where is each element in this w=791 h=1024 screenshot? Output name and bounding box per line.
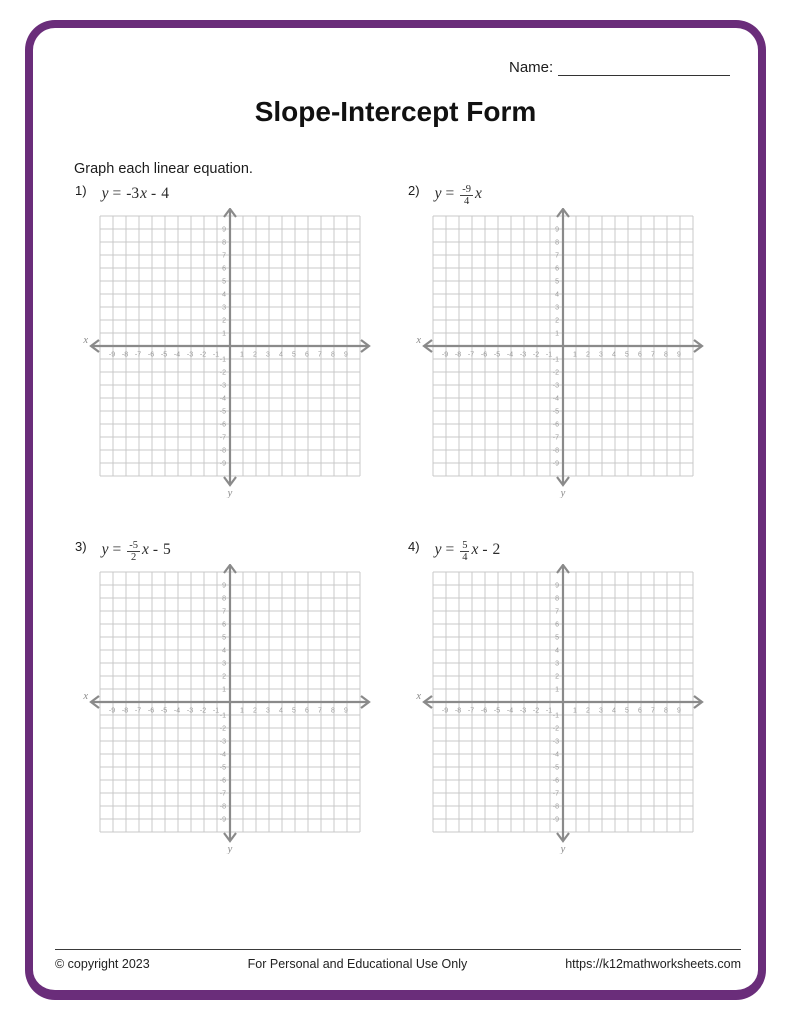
svg-text:9: 9	[222, 226, 226, 234]
svg-text:-4: -4	[219, 395, 226, 403]
svg-text:-4: -4	[506, 351, 514, 359]
svg-text:5: 5	[292, 707, 296, 715]
svg-text:-1: -1	[545, 351, 553, 359]
svg-text:4: 4	[612, 707, 616, 715]
svg-text:3: 3	[266, 707, 270, 715]
svg-text:1: 1	[222, 686, 226, 694]
svg-text:7: 7	[222, 252, 226, 260]
svg-text:6: 6	[638, 707, 642, 715]
svg-text:-5: -5	[493, 351, 501, 359]
svg-text:6: 6	[222, 265, 226, 273]
svg-text:-5: -5	[552, 764, 559, 772]
svg-text:y: y	[560, 488, 566, 498]
svg-text:5: 5	[625, 707, 629, 715]
svg-text:4: 4	[222, 647, 226, 655]
svg-text:-8: -8	[552, 803, 559, 811]
svg-text:5: 5	[292, 351, 296, 359]
instructions: Graph each linear equation.	[74, 161, 253, 177]
svg-text:2: 2	[222, 673, 226, 681]
svg-text:-4: -4	[173, 707, 181, 715]
svg-text:7: 7	[318, 351, 322, 359]
svg-text:-4: -4	[219, 751, 226, 759]
footer-copyright: © copyright 2023	[55, 957, 150, 971]
svg-text:-3: -3	[186, 707, 194, 715]
svg-text:3: 3	[555, 304, 559, 312]
svg-text:3: 3	[266, 351, 270, 359]
coordinate-grid	[80, 564, 372, 854]
coordinate-grid	[80, 208, 372, 498]
svg-text:6: 6	[555, 621, 559, 629]
svg-text:-7: -7	[219, 434, 226, 442]
svg-text:-5: -5	[552, 408, 559, 416]
svg-text:2: 2	[586, 351, 590, 359]
svg-text:-1: -1	[552, 356, 559, 364]
svg-text:2: 2	[586, 707, 590, 715]
svg-text:-8: -8	[454, 707, 462, 715]
svg-text:3: 3	[555, 660, 559, 668]
svg-text:7: 7	[555, 608, 559, 616]
svg-text:-8: -8	[552, 447, 559, 455]
svg-text:8: 8	[222, 595, 226, 603]
equation: y = -3x - 4	[101, 185, 169, 202]
svg-text:9: 9	[555, 582, 559, 590]
svg-text:-1: -1	[212, 351, 220, 359]
footer-divider	[55, 949, 741, 950]
svg-text:3: 3	[222, 660, 226, 668]
svg-text:5: 5	[555, 278, 559, 286]
svg-text:-3: -3	[219, 382, 226, 390]
svg-text:4: 4	[279, 707, 283, 715]
svg-text:4: 4	[222, 291, 226, 299]
svg-text:-8: -8	[219, 447, 226, 455]
svg-text:x: x	[83, 691, 88, 702]
svg-text:-1: -1	[552, 712, 559, 720]
svg-text:x: x	[416, 335, 421, 346]
footer-url: https://k12mathworksheets.com	[565, 957, 741, 971]
svg-text:9: 9	[555, 226, 559, 234]
problem-number: 4)	[408, 539, 420, 554]
svg-text:-9: -9	[441, 351, 449, 359]
problem-header	[70, 540, 400, 564]
svg-text:6: 6	[305, 707, 309, 715]
svg-text:-3: -3	[219, 738, 226, 746]
svg-text:x: x	[83, 335, 88, 346]
svg-text:-6: -6	[552, 421, 559, 429]
svg-text:-4: -4	[173, 351, 181, 359]
svg-text:-7: -7	[134, 707, 142, 715]
svg-text:1: 1	[240, 351, 244, 359]
svg-text:-8: -8	[454, 351, 462, 359]
svg-text:-7: -7	[219, 790, 226, 798]
svg-text:2: 2	[253, 707, 257, 715]
svg-text:-1: -1	[545, 707, 553, 715]
svg-text:4: 4	[555, 291, 559, 299]
svg-text:-6: -6	[552, 777, 559, 785]
svg-text:y: y	[560, 844, 566, 854]
svg-text:-2: -2	[552, 369, 559, 377]
name-row	[509, 57, 730, 76]
svg-text:7: 7	[318, 707, 322, 715]
problem-header	[403, 184, 733, 208]
svg-text:9: 9	[677, 351, 681, 359]
svg-text:-7: -7	[467, 707, 475, 715]
svg-text:-6: -6	[147, 707, 155, 715]
svg-text:-8: -8	[121, 351, 129, 359]
svg-text:1: 1	[240, 707, 244, 715]
problem-number: 2)	[408, 183, 420, 198]
svg-text:-1: -1	[212, 707, 220, 715]
fraction: $\frac{-5}{2}$	[129, 540, 138, 563]
fraction: $\frac{5}{4}$	[462, 540, 468, 563]
svg-text:-3: -3	[519, 351, 527, 359]
svg-text:9: 9	[344, 351, 348, 359]
svg-text:8: 8	[664, 351, 668, 359]
svg-text:-7: -7	[552, 434, 559, 442]
svg-text:-4: -4	[552, 751, 559, 759]
svg-text:-6: -6	[480, 351, 488, 359]
svg-text:-2: -2	[219, 369, 226, 377]
svg-text:4: 4	[612, 351, 616, 359]
svg-text:-8: -8	[219, 803, 226, 811]
svg-text:x: x	[416, 691, 421, 702]
svg-text:-9: -9	[441, 707, 449, 715]
svg-text:-8: -8	[121, 707, 129, 715]
svg-text:5: 5	[625, 351, 629, 359]
svg-text:-5: -5	[219, 408, 226, 416]
svg-text:2: 2	[253, 351, 257, 359]
problem-block-1	[70, 184, 400, 498]
page-title: Slope-Intercept Form	[254, 96, 537, 127]
svg-text:9: 9	[677, 707, 681, 715]
svg-text:1: 1	[573, 707, 577, 715]
svg-text:-9: -9	[219, 460, 226, 468]
svg-text:-9: -9	[108, 351, 116, 359]
footer-usage-note: For Personal and Educational Use Only	[247, 957, 468, 971]
svg-text:-7: -7	[134, 351, 142, 359]
svg-text:8: 8	[555, 239, 559, 247]
problem-number: 3)	[75, 539, 87, 554]
svg-text:-5: -5	[493, 707, 501, 715]
svg-text:-9: -9	[108, 707, 116, 715]
svg-text:8: 8	[331, 707, 335, 715]
svg-text:-3: -3	[552, 382, 559, 390]
svg-text:-2: -2	[199, 707, 207, 715]
svg-text:y: y	[227, 844, 233, 854]
svg-text:4: 4	[279, 351, 283, 359]
svg-text:5: 5	[555, 634, 559, 642]
svg-text:-9: -9	[552, 460, 559, 468]
svg-text:6: 6	[222, 621, 226, 629]
svg-text:2: 2	[222, 317, 226, 325]
svg-text:5: 5	[222, 278, 226, 286]
svg-text:5: 5	[222, 634, 226, 642]
svg-text:-4: -4	[552, 395, 559, 403]
equation: y = $\frac{5}{4}$ x - 2	[434, 540, 501, 563]
equation: y = $\frac{-5}{2}$ x - 5	[101, 540, 171, 563]
svg-text:-7: -7	[467, 351, 475, 359]
svg-text:9: 9	[222, 582, 226, 590]
svg-text:8: 8	[664, 707, 668, 715]
svg-text:4: 4	[555, 647, 559, 655]
svg-text:6: 6	[305, 351, 309, 359]
svg-text:2: 2	[555, 317, 559, 325]
svg-text:-3: -3	[552, 738, 559, 746]
svg-text:8: 8	[222, 239, 226, 247]
svg-text:-6: -6	[480, 707, 488, 715]
svg-text:7: 7	[555, 252, 559, 260]
svg-text:-6: -6	[147, 351, 155, 359]
svg-text:2: 2	[555, 673, 559, 681]
svg-text:-3: -3	[186, 351, 194, 359]
problem-block-3	[70, 540, 400, 854]
svg-text:1: 1	[222, 330, 226, 338]
svg-text:-5: -5	[160, 707, 168, 715]
svg-text:6: 6	[638, 351, 642, 359]
problem-header	[70, 184, 400, 208]
svg-text:9: 9	[344, 707, 348, 715]
problem-number: 1)	[75, 183, 87, 198]
svg-text:7: 7	[651, 707, 655, 715]
svg-text:-1: -1	[219, 356, 226, 364]
svg-text:-9: -9	[219, 816, 226, 824]
footer	[55, 957, 741, 971]
svg-text:-6: -6	[219, 777, 226, 785]
svg-text:-1: -1	[219, 712, 226, 720]
svg-text:-4: -4	[506, 707, 514, 715]
svg-text:1: 1	[555, 330, 559, 338]
svg-text:8: 8	[331, 351, 335, 359]
svg-text:-6: -6	[219, 421, 226, 429]
svg-text:1: 1	[573, 351, 577, 359]
svg-text:-2: -2	[532, 351, 540, 359]
svg-text:-2: -2	[199, 351, 207, 359]
svg-text:3: 3	[222, 304, 226, 312]
svg-text:-2: -2	[532, 707, 540, 715]
svg-text:-5: -5	[160, 351, 168, 359]
svg-text:-9: -9	[552, 816, 559, 824]
svg-text:7: 7	[222, 608, 226, 616]
svg-text:-2: -2	[219, 725, 226, 733]
svg-text:3: 3	[599, 351, 603, 359]
problem-block-4	[403, 540, 733, 854]
svg-text:-7: -7	[552, 790, 559, 798]
name-input-line[interactable]	[558, 57, 730, 76]
svg-text:6: 6	[555, 265, 559, 273]
coordinate-grid	[413, 208, 705, 498]
fraction: $\frac{-9}{4}$	[462, 184, 471, 207]
svg-text:-5: -5	[219, 764, 226, 772]
svg-text:3: 3	[599, 707, 603, 715]
coordinate-grid	[413, 564, 705, 854]
svg-text:y: y	[227, 488, 233, 498]
svg-text:-3: -3	[519, 707, 527, 715]
svg-text:7: 7	[651, 351, 655, 359]
problem-block-2	[403, 184, 733, 498]
name-label: Name:	[509, 59, 554, 76]
svg-text:8: 8	[555, 595, 559, 603]
svg-text:-2: -2	[552, 725, 559, 733]
equation: y = $\frac{-9}{4}$ x	[434, 184, 482, 207]
svg-text:1: 1	[555, 686, 559, 694]
problem-header	[403, 540, 733, 564]
